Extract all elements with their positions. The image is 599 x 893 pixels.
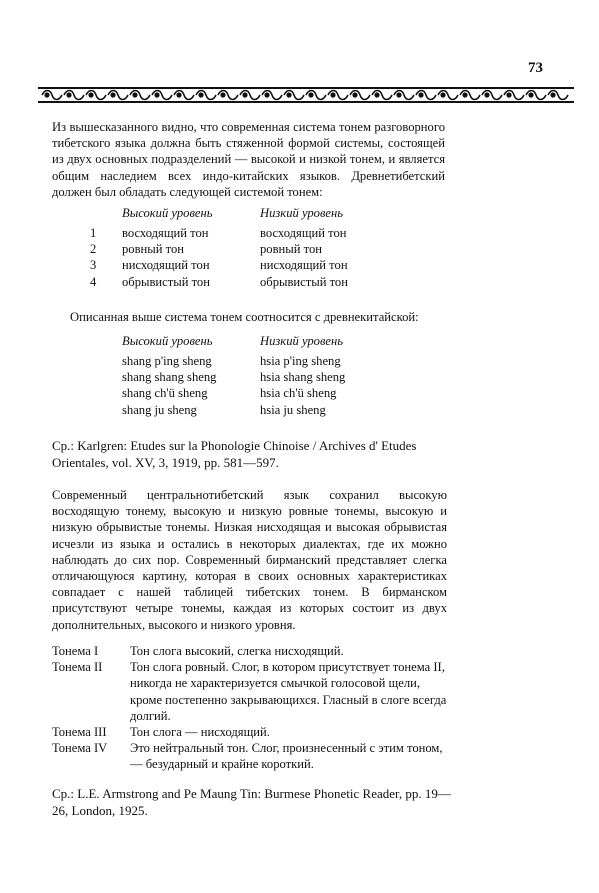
tone-table-header	[90, 206, 410, 226]
paragraph-modern: Современный центральнотибетский язык сохранил высокую восходящую тонему, высокую и низкую ровные тонемы, высокую и низкую обрывистые тонемы. Низкая нисходящая и высокая обрывистая исчезли из языка и остались в некоторых диалектах, где их можно наблюдать до сих пор. Современный бирманский представляет слегка отличающуюся картину, которая в своих основных характеристиках совпадает с нашей таблицей тибетских тонем. В бирманском присутствуют четыре тонемы, каждая из которых состоит из двух дополнительных, высокого и низкого уровня.	[52, 488, 447, 632]
toneme-desc: Тон слога ровный. Слог, в котором присутствует тонема II, никогда не характеризуется смычкой голосовой щели, кроме постепенно закрывающихся. Гласный в слоге всегда долгий.	[130, 660, 447, 723]
chinese-high: shang ju sheng	[122, 402, 197, 417]
chinese-high: shang ch'ü sheng	[122, 386, 208, 401]
toneme-row	[52, 643, 452, 659]
toneme-label: Тонема IV	[52, 741, 108, 756]
toneme-desc: Это нейтральный тон. Слог, произнесенный с этим тоном, — безударный и крайне короткий.	[130, 741, 443, 772]
toneme-label: Тонема I	[52, 644, 99, 658]
chinese-row	[122, 370, 422, 386]
tone-high: обрывистый тон	[122, 274, 210, 289]
chinese-low: hsia shang sheng	[260, 370, 346, 385]
ornament-border	[38, 86, 574, 104]
header-high: Высокий уровень	[122, 206, 213, 220]
chinese-row	[122, 354, 422, 370]
chinese-high: shang p'ing sheng	[122, 354, 212, 368]
tone-low: обрывистый тон	[260, 274, 348, 289]
toneme-label: Тонема III	[52, 725, 107, 740]
reference-armstrong: Ср.: L.E. Armstrong and Pe Maung Tin: Burmese Phonetic Reader, рр. 19—26, London, 1925.	[52, 786, 451, 818]
tone-low: нисходящий тон	[260, 258, 348, 273]
page-number: 73	[528, 60, 543, 76]
tone-num: 4	[90, 274, 97, 289]
tone-low: ровный тон	[260, 242, 323, 257]
chinese-high: shang shang sheng	[122, 370, 217, 385]
header-low: Низкий уровень	[260, 334, 343, 348]
tone-row	[90, 242, 410, 258]
chinese-tone-table	[122, 334, 422, 419]
toneme-desc: Тон слога высокий, слегка нисходящий.	[130, 644, 344, 658]
chinese-table-header	[122, 334, 422, 354]
toneme-row	[52, 740, 452, 772]
tone-high: восходящий тон	[122, 226, 209, 240]
sentence-correlation: Описанная выше система тонем соотносится с древнекитайской:	[70, 310, 419, 324]
tone-num: 1	[90, 226, 97, 240]
chinese-row	[122, 386, 422, 402]
chinese-low: hsia p'ing sheng	[260, 354, 341, 368]
chinese-low: hsia ju sheng	[260, 402, 326, 417]
tibetan-tone-table	[90, 206, 410, 291]
chinese-low: hsia ch'ü sheng	[260, 386, 337, 401]
header-low: Низкий уровень	[260, 206, 343, 220]
toneme-desc: Тон слога — нисходящий.	[130, 725, 270, 740]
header-high: Высокий уровень	[122, 334, 213, 348]
toneme-row	[52, 659, 452, 724]
toneme-row	[52, 724, 452, 740]
tone-high: нисходящий тон	[122, 258, 210, 273]
tone-low: восходящий тон	[260, 226, 347, 240]
toneme-label: Тонема II	[52, 660, 103, 675]
toneme-list	[52, 643, 452, 773]
tone-row	[90, 275, 410, 291]
tone-high: ровный тон	[122, 242, 185, 257]
tone-num: 3	[90, 258, 97, 273]
tone-row	[90, 226, 410, 242]
tone-num: 2	[90, 242, 97, 257]
reference-karlgren: Ср.: Karlgren: Etudes sur la Phonologie Chinoise / Archives d' Etudes Orientales, vol. XV, 3, 1919, рр. 581—597.	[52, 438, 417, 470]
tone-row	[90, 258, 410, 274]
paragraph-intro: Из вышесказанного видно, что современная система тонем разговорного тибетского языка должна быть стяженной формой системы, состоящей из двух основных подразделений — высокой и низкой тонем, и является общим наследием всех индо-китайских языков. Древнетибетский должен был обладать следующей системой тонем:	[52, 120, 445, 199]
chinese-row	[122, 403, 422, 419]
